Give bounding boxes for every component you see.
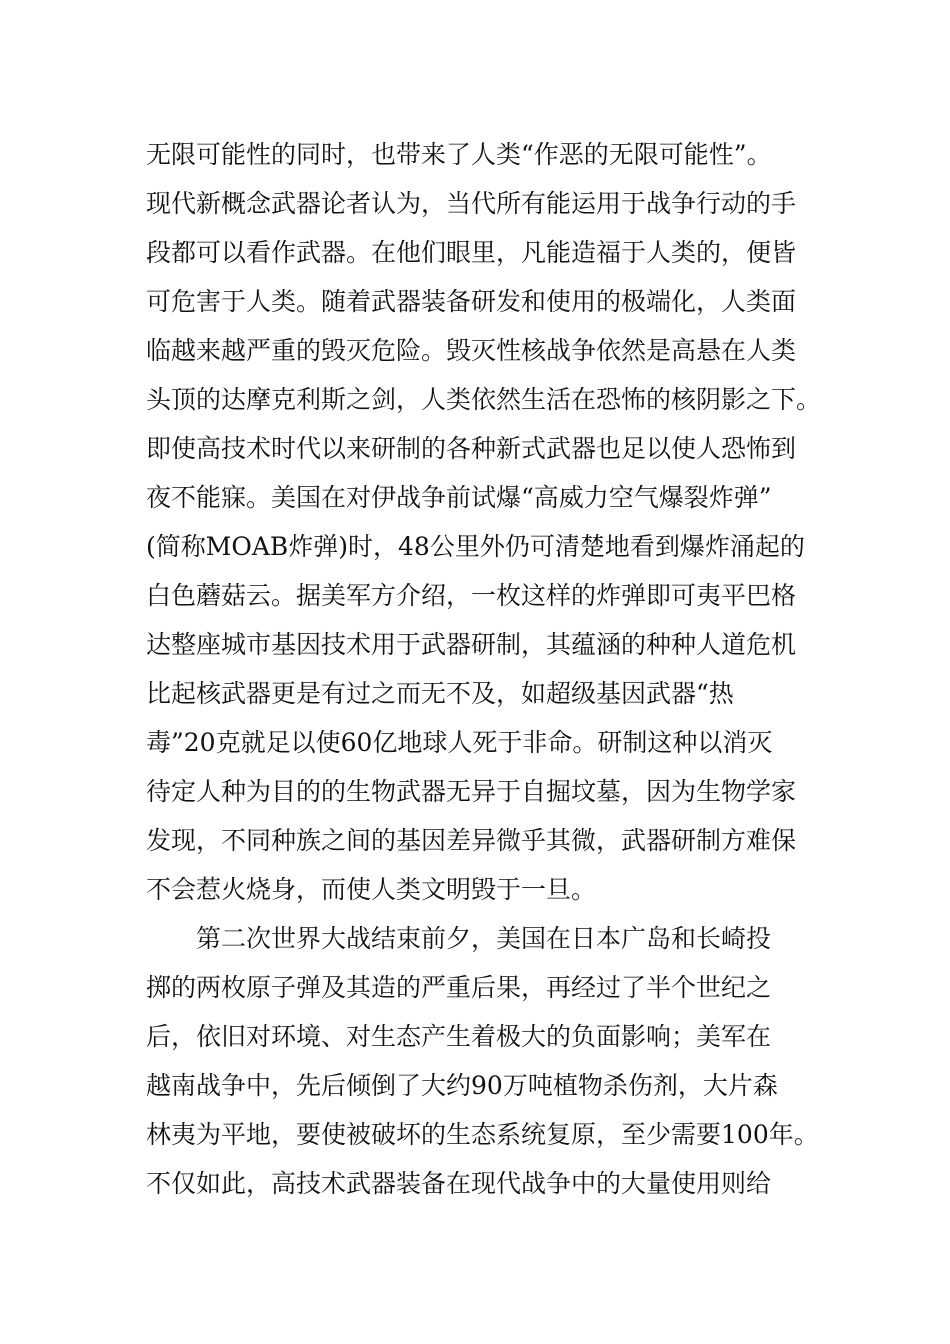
text-line: 第二次世界大战结束前夕，美国在日本广岛和长崎投: [196, 924, 772, 953]
text-line: 临越来越严重的毁灭危险。毁灭性核战争依然是高悬在人类: [146, 336, 797, 365]
text-line: 后，依旧对环境、对生态产生着极大的负面影响；美军在: [146, 1022, 772, 1051]
text-line: 比起核武器更是有过之而无不及，如超级基因武器“热: [146, 679, 734, 708]
text-line: 可危害于人类。随着武器装备研发和使用的极端化，人类面: [146, 287, 797, 316]
text-line: 待定人种为目的的生物武器无异于自掘坟墓，因为生物学家: [146, 777, 797, 806]
text-line: 发现，不同种族之间的基因差异微乎其微，武器研制方难保: [146, 826, 797, 855]
text-line: 头顶的达摩克利斯之剑，人类依然生活在恐怖的核阴影之下。: [146, 385, 822, 414]
text-line: 毒”20克就足以使60亿地球人死于非命。研制这种以消灭: [146, 728, 773, 757]
text-line: 掷的两枚原子弹及其造的严重后果，再经过了半个世纪之: [146, 973, 772, 1002]
text-line: 段都可以看作武器。在他们眼里，凡能造福于人类的，便皆: [146, 238, 797, 267]
text-line: (简称MOAB炸弹)时，48公里外仍可清楚地看到爆炸涌起的: [146, 532, 805, 561]
text-line: 林夷为平地，要使被破坏的生态系统复原，至少需要100年。: [146, 1120, 819, 1149]
text-line: 达整座城市基因技术用于武器研制，其蕴涵的种种人道危机: [146, 630, 797, 659]
text-line: 白色蘑菇云。据美军方介绍，一枚这样的炸弹即可夷平巴格: [146, 581, 797, 610]
text-line: 不会惹火烧身，而使人类文明毁于一旦。: [146, 875, 597, 904]
body-text: [146, 130, 826, 1208]
text-line: 现代新概念武器论者认为，当代所有能运用于战争行动的手: [146, 189, 797, 218]
text-line: 越南战争中，先后倾倒了大约90万吨植物杀伤剂，大片森: [146, 1071, 778, 1100]
text-line: 无限可能性的同时，也带来了人类“作恶的无限可能性”。: [146, 140, 772, 169]
text-line: 即使高技术时代以来研制的各种新式武器也足以使人恐怖到: [146, 434, 797, 463]
text-line: 不仅如此，高技术武器装备在现代战争中的大量使用则给: [146, 1169, 772, 1198]
text-line: 夜不能寐。美国在对伊战争前试爆“高威力空气爆裂炸弹”: [146, 483, 772, 512]
